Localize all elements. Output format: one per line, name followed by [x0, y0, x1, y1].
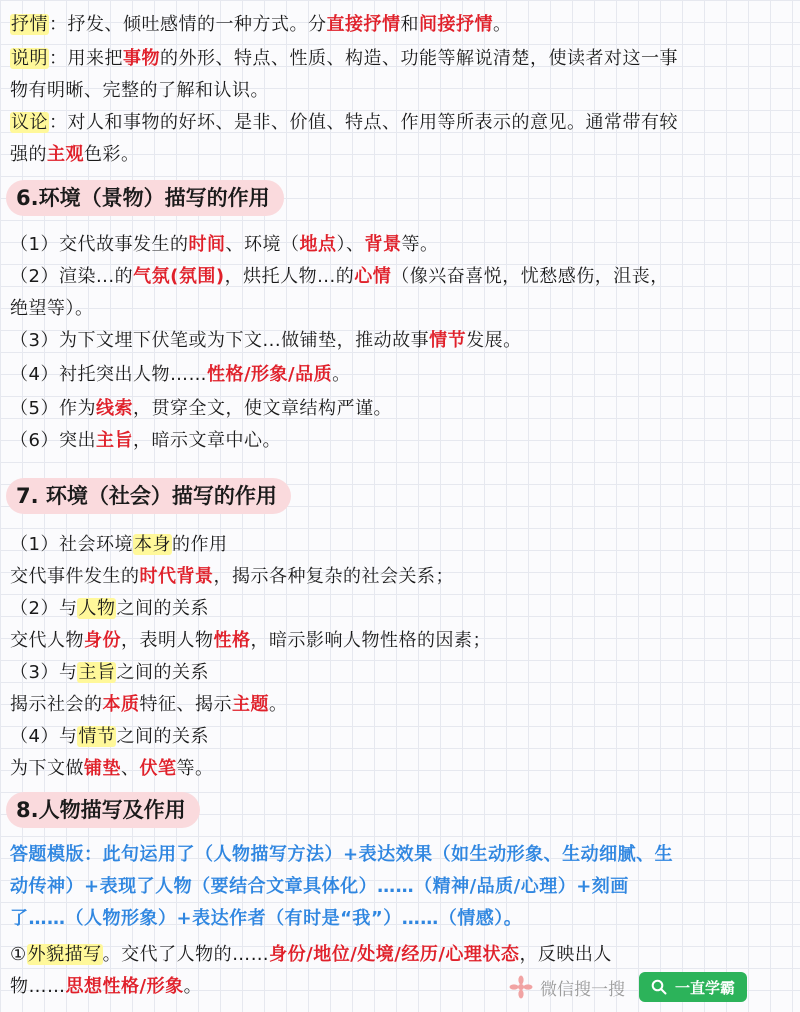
term-lyric: 抒情	[11, 14, 48, 35]
definition-explain-cont: 物有明晰、完整的了解和认识。	[10, 80, 269, 101]
s7-item-3: （3）与主旨之间的关系	[10, 662, 209, 683]
s6-item-6: （6）突出主旨，暗示文章中心。	[10, 430, 281, 451]
section-6-heading: 6.环境（景物）描写的作用	[6, 180, 284, 216]
s7-item-4: （4）与情节之间的关系	[10, 726, 209, 747]
s8-appearance-cont: 物……思想性格/形象。	[10, 976, 203, 997]
s6-item-5: （5）作为线索，贯穿全文，使文章结构严谨。	[10, 398, 392, 419]
watermark-text: 微信搜一搜	[540, 979, 625, 1000]
search-icon	[651, 979, 667, 995]
s7-item-4-desc: 为下文做铺垫、伏笔等。	[10, 758, 214, 779]
s6-item-2: （2）渲染...的气氛(氛围)，烘托人物...的心情（像兴奋喜悦，忧愁感伤，沮丧，	[10, 266, 669, 287]
section-7-heading: 7. 环境（社会）描写的作用	[6, 478, 291, 514]
answer-template-line-1: 答题模版：此句运用了（人物描写方法）+表达效果（如生动形象、生动细腻、生	[10, 844, 674, 865]
answer-template-line-3: 了……（人物形象）+表达作者（有时是“我”）……（情感）。	[10, 908, 523, 929]
s7-item-2: （2）与人物之间的关系	[10, 598, 209, 619]
definition-explain: 说明：用来把事物的外形、特点、性质、构造、功能等解说清楚，使读者对这一事	[11, 48, 678, 69]
s6-item-4: （4）衬托突出人物……性格/形象/品质。	[10, 364, 351, 385]
definition-argue-cont: 强的主观色彩。	[10, 144, 140, 165]
answer-template-line-2: 动传神）+表现了人物（要结合文章具体化）……（精神/品质/心理）+刻画	[10, 876, 629, 897]
s7-item-1: （1）社会环境本身的作用	[10, 534, 228, 555]
definition-lyric: 抒情：抒发、倾吐感情的一种方式。分直接抒情和间接抒情。	[11, 14, 512, 35]
term-explain: 说明	[11, 48, 48, 69]
watermark-search-pill[interactable]	[639, 972, 747, 1002]
s6-item-2-cont: 绝望等）。	[10, 298, 94, 319]
section-8-heading: 8.人物描写及作用	[6, 792, 200, 828]
definition-argue: 议论：对人和事物的好坏、是非、价值、特点、作用等所表示的意见。通常带有较	[11, 112, 678, 133]
watermark-search-label: 一直学霸	[675, 978, 736, 997]
s7-item-2-desc: 交代人物身份，表明人物性格，暗示影响人物性格的因素；	[10, 630, 491, 651]
s6-item-1: （1）交代故事发生的时间、环境（地点）、背景等。	[10, 234, 439, 255]
wechat-search-watermark	[508, 970, 747, 1004]
s6-item-3: （3）为下文埋下伏笔或为下文...做铺垫，推动故事情节发展。	[10, 330, 522, 351]
s7-item-3-desc: 揭示社会的本质特征、揭示主题。	[10, 694, 288, 715]
wechat-search-logo-icon	[508, 974, 534, 1000]
term-argue: 议论	[11, 112, 48, 133]
s8-appearance: ①外貌描写。交代了人物的……身份/地位/处境/经历/心理状态，反映出人	[10, 944, 612, 965]
s7-item-1-desc: 交代事件发生的时代背景，揭示各种复杂的社会关系；	[10, 566, 454, 587]
